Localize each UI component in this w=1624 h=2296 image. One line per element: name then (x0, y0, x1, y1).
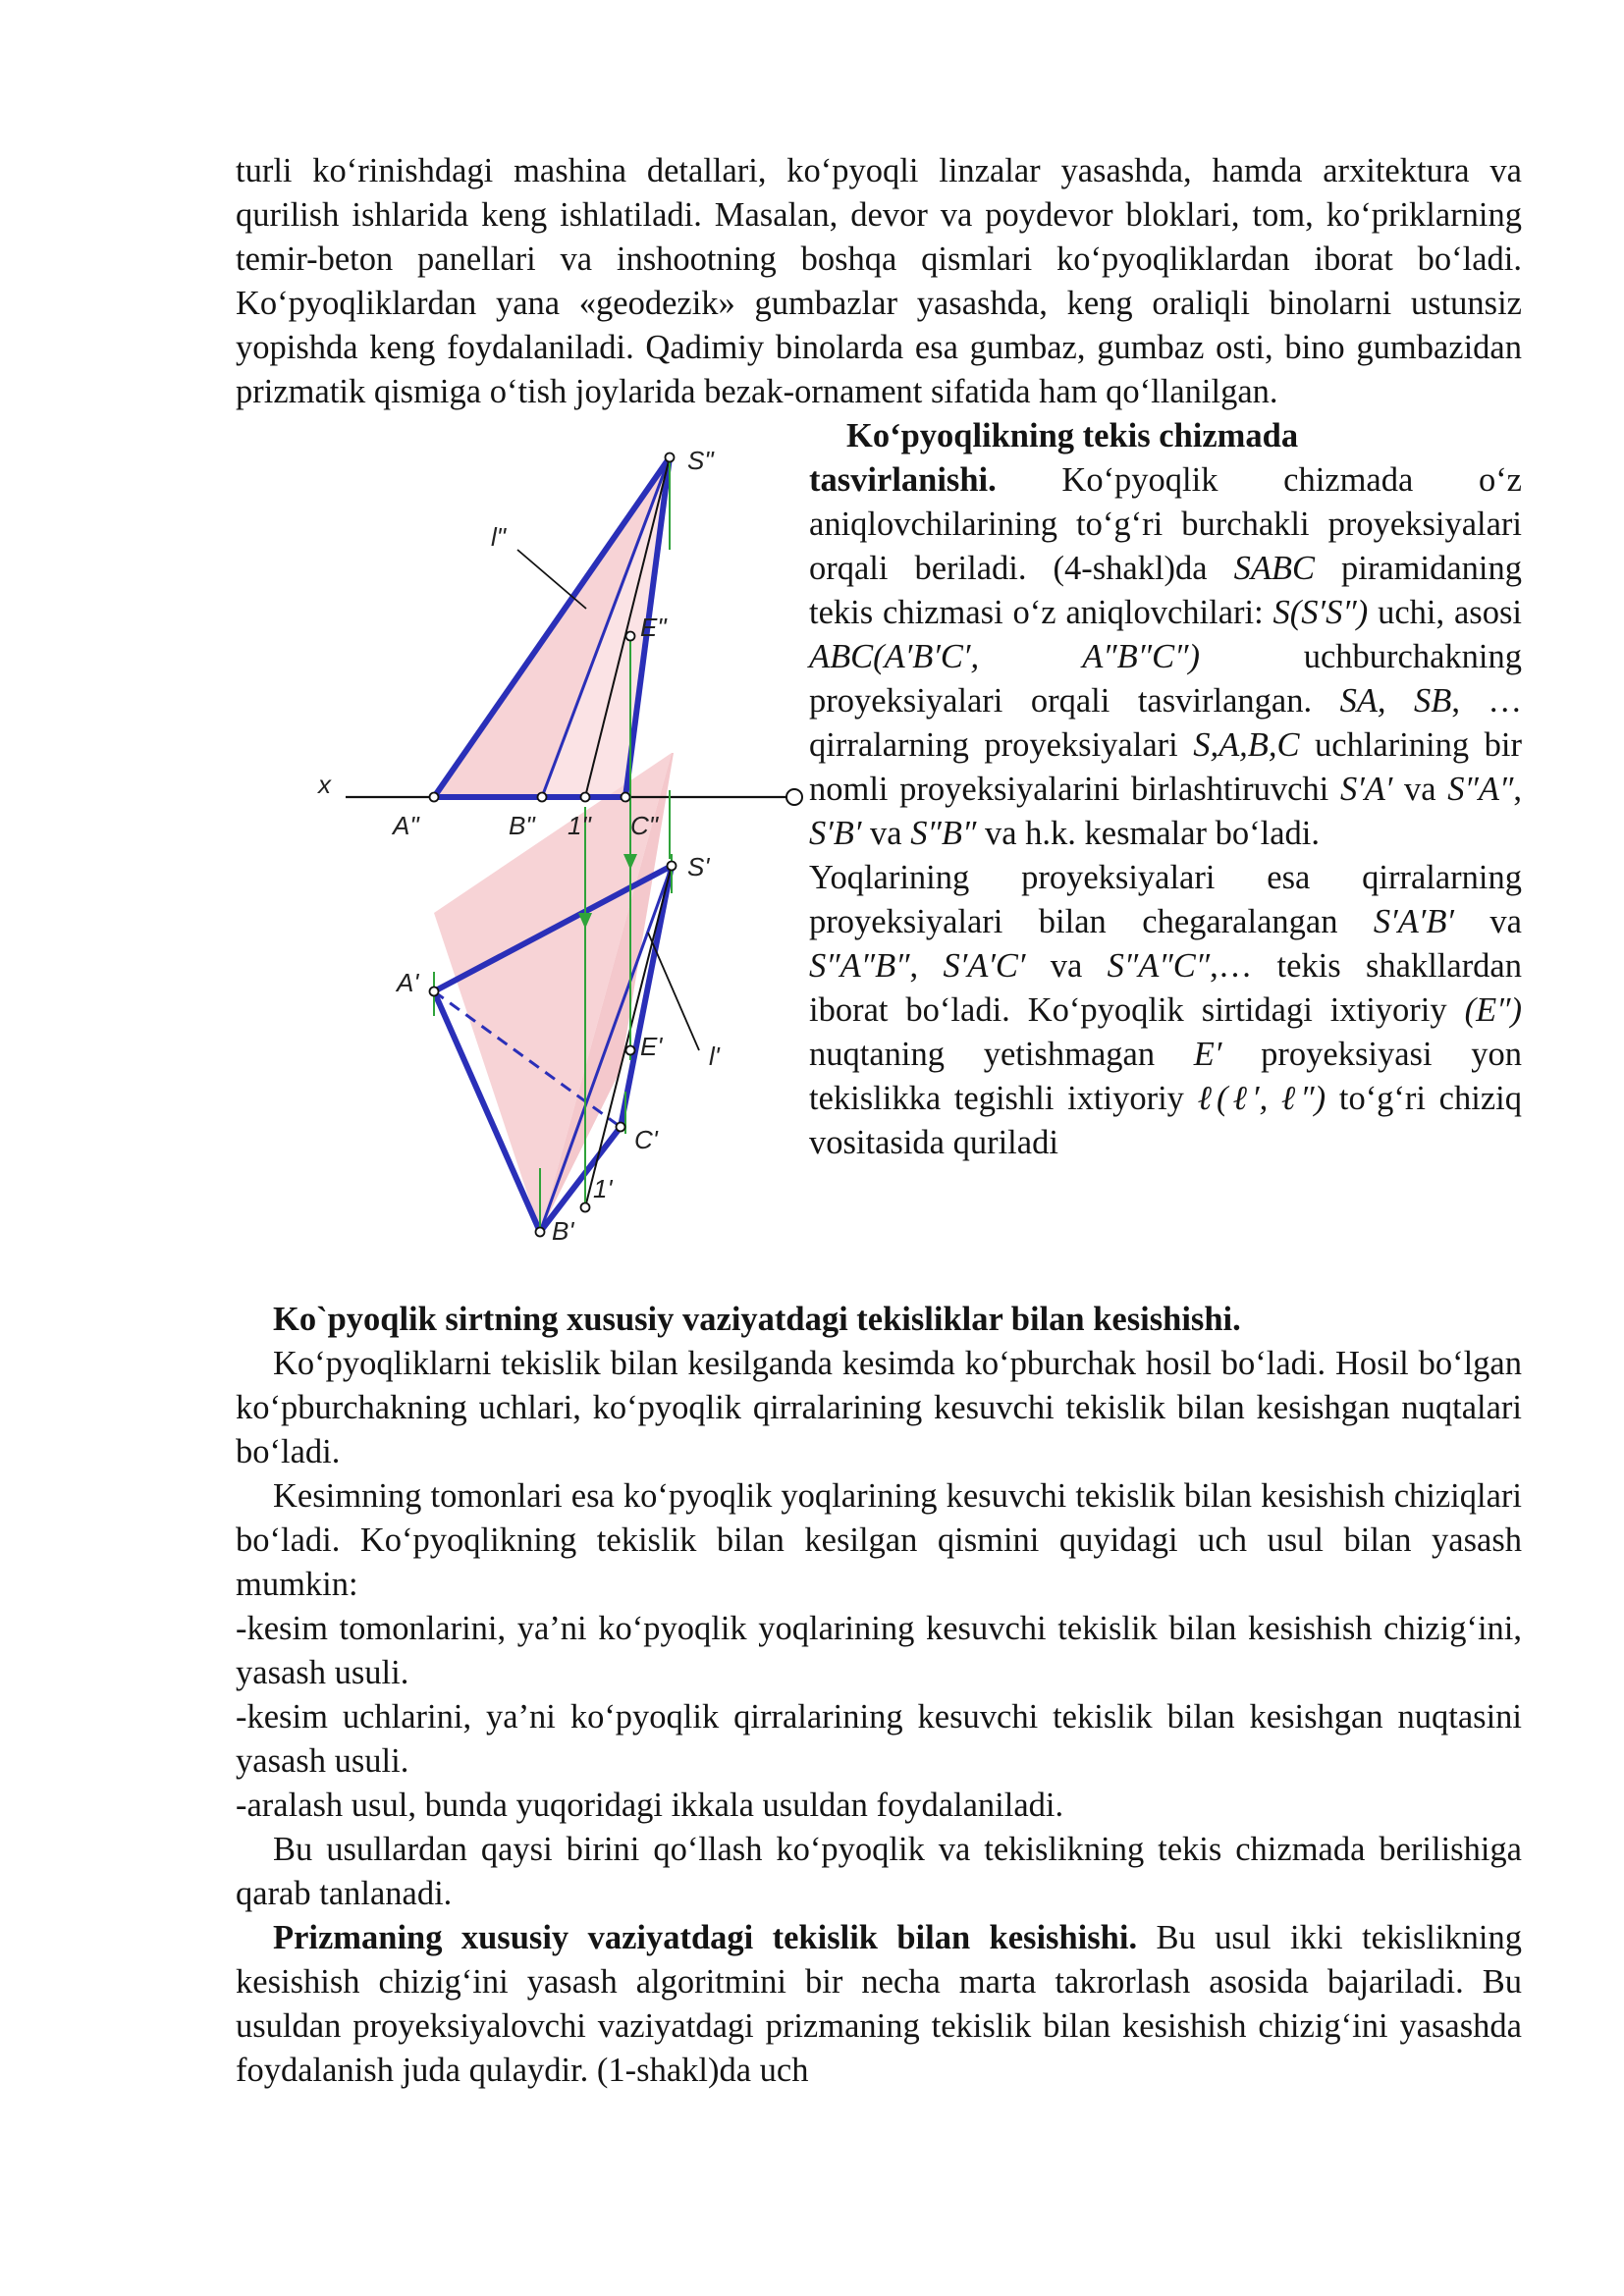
text-span: to‘g‘ri chiziq vositasida quriladi (809, 1080, 1522, 1161)
section2-list-item1: -kesim tomonlarini, ya’ni ko‘pyoqlik yoqlarining kesuvchi tekislik bilan kesishish chizig‘ini, yasash usuli. (236, 1610, 1522, 1691)
text-span: Yoqlarining proyeksiyalari esa qirralarning proyeksiyalari bilan chegaralangan (809, 859, 1522, 940)
axis-origin-marker (786, 789, 802, 805)
section3-text: Bu usul ikki tekislikning kesishish chizig‘ini yasash algoritmini bir necha marta takrorlash asosida bajariladi. Bu usuldan proyeksiyalovchi vaziyatdagi prizmaning tekislik bilan kesishish chizig‘ini yasashda foydalanish juda qulaydir. (1-shakl)da uch (236, 1919, 1523, 2089)
document-page (236, 149, 1522, 2093)
point-c1 (617, 1123, 625, 1132)
label-s1: S' (687, 852, 710, 881)
label-one2: 1" (568, 811, 591, 840)
section3-heading: Prizmaning xususiy vaziyatdagi tekislik bilan kesishishi. (273, 1919, 1138, 1956)
label-e2: E" (640, 613, 667, 642)
section2-paragraph2: Kesimning tomonlari esa ko‘pyoqlik yoqlarining kesuvchi tekislik bilan kesishish chiziqlari bo‘ladi. Ko‘pyoqlikning tekislik bilan kesilgan qismini quyidagi uch usul bilan yasash mumkin: (236, 1477, 1522, 1603)
text-span: uchlarining bir nomli proyeksiyalarini birlashtiruvchi (809, 726, 1522, 808)
label-a1: A' (397, 968, 419, 997)
math-span: (E″) (1464, 991, 1522, 1029)
math-span: S′A′ (1339, 771, 1393, 808)
text-span: uchi, asosi (1368, 594, 1522, 631)
section2-paragraph1: Ko‘pyoqliklarni tekislik bilan kesilganda kesimda ko‘pburchak hosil bo‘ladi. Hosil bo‘lgan ko‘pburchakning uchlari, ko‘pyoqlik qirralarining kesuvchi tekislik bilan kesishgan nuqtalari bo‘ladi. (236, 1345, 1522, 1470)
text-span: , (1513, 771, 1522, 808)
label-x: x (318, 770, 331, 799)
section1-paragraph2 (809, 856, 1522, 1165)
math-span: S′A′B′ (1373, 903, 1454, 940)
point-a1 (430, 988, 439, 996)
math-span: ℓ(ℓ′, ℓ″) (1197, 1080, 1326, 1117)
math-span: S(S′S″) (1272, 594, 1369, 631)
section1-title-line1: Ko‘pyoqlikning tekis chizmada (846, 417, 1299, 454)
section1-paragraph1 (809, 458, 1522, 856)
text-span: Ko‘pyoqlik chizmada o‘z aniqlovchilarining to‘g‘ri burchakli proyeksiyalari orqali beriladi. (4-shakl)da (809, 461, 1522, 587)
text-span: va (861, 815, 911, 852)
label-l2: l" (491, 522, 507, 552)
intro-paragraph: turli ko‘rinishdagi mashina detallari, ko‘pyoqli linzalar yasashda, hamda arxitektura va qurilish ishlarida keng ishlatiladi. Masalan, devor va poydevor bloklari, tom, ko‘priklarning temir-beton panellari va inshootning boshqa qismlari ko‘pyoqliklardan iborat bo‘ladi. Ko‘pyoqliklardan yana «geodezik» gumbazlar yasashda, keng oraliqli binolarni ustunsiz yopishda keng foydalaniladi. Qadimiy binolarda esa gumbaz, gumbaz osti, bino gumbazidan prizmatik qismiga o‘tish joylarida bezak-ornament sifatida ham qo‘llanilgan. (236, 152, 1522, 410)
point-b2 (538, 793, 547, 802)
section3-paragraph (236, 1916, 1522, 2093)
math-span: S,A,B,C (1193, 726, 1300, 764)
text-span: proyeksiyasi yon tekislikka tegishli ixtiyoriy (809, 1036, 1522, 1117)
math-span: S″A″B″ (809, 947, 910, 985)
point-c2 (622, 793, 630, 802)
figure-side-text (809, 414, 1522, 1165)
point-e2 (626, 632, 635, 641)
label-s2: S" (687, 446, 714, 475)
math-span: SABC (1233, 550, 1316, 587)
point-one1 (581, 1203, 590, 1212)
label-one1: 1' (593, 1174, 613, 1203)
label-e1: E' (640, 1032, 663, 1061)
math-span: SA, SB (1339, 682, 1452, 720)
math-span: S′A′C′ (943, 947, 1026, 985)
section2-list-item3: -aralash usul, bunda yuqoridagi ikkala usuldan foydalaniladi. (236, 1787, 1064, 1824)
label-b2: B" (509, 811, 535, 840)
label-c2: C" (630, 811, 659, 840)
leader-l2 (517, 550, 586, 609)
math-span: S″A″ (1447, 771, 1514, 808)
text-span: nuqtaning yetishmagan (809, 1036, 1194, 1073)
section2-heading: Ko`pyoqlik sirtning xususiy vaziyatdagi tekisliklar bilan kesishishi. (273, 1301, 1241, 1338)
math-span: S′B′ (809, 815, 862, 852)
math-span: S″B″ (910, 815, 977, 852)
point-s1 (668, 862, 677, 871)
text-span: va (1025, 947, 1108, 985)
pyramid-figure (277, 422, 807, 1247)
text-span: , … qirralarning proyeksiyalari (809, 682, 1522, 764)
text-span: , (909, 947, 944, 985)
text-span: ,… tekis shakllardan iborat bo‘ladi. Ko‘pyoqlik sirtidagi ixtiyoriy (809, 947, 1522, 1029)
math-span: E′ (1193, 1036, 1222, 1073)
point-one2 (581, 793, 590, 802)
point-b1 (536, 1228, 545, 1237)
text-span: va h.k. kesmalar bo‘ladi. (976, 815, 1321, 852)
text-span: piramidaning tekis chizmasi o‘z aniqlovchilari: (809, 550, 1522, 631)
section2-paragraph3: Bu usullardan qaysi birini qo‘llash ko‘pyoqlik va tekislikning tekis chizmada berilishiga qarab tanlanadi. (236, 1831, 1522, 1912)
label-a2: A" (393, 811, 419, 840)
point-a2 (430, 793, 439, 802)
text-span: uchburchakning proyeksiyalari orqali tasvirlangan. (809, 638, 1522, 720)
point-e1 (626, 1046, 635, 1055)
section2-list-item2: -kesim uchlarini, ya’ni ko‘pyoqlik qirralarining kesuvchi tekislik bilan kesishgan nuqtasini yasash usuli. (236, 1698, 1522, 1780)
label-c1: C' (634, 1125, 658, 1154)
point-s2 (666, 454, 675, 462)
section1-title-line2: tasvirlanishi. (809, 461, 997, 499)
figure-block (236, 414, 1522, 1298)
math-span: ABC(A′B′C′, A″B″C″) (809, 638, 1200, 675)
text-span: va (1453, 903, 1522, 940)
label-l1: l' (709, 1041, 720, 1071)
math-span: S″A″C″ (1107, 947, 1211, 985)
text-span: va (1392, 771, 1448, 808)
label-b1: B' (552, 1216, 574, 1246)
